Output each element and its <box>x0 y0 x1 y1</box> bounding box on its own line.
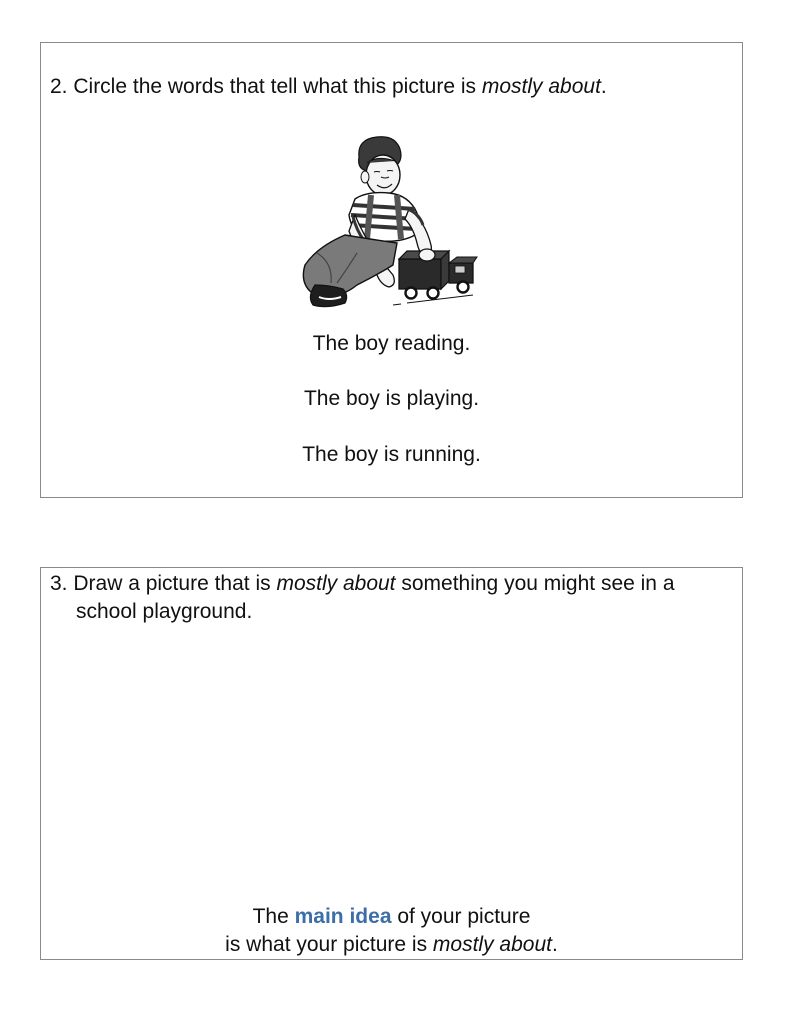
note-text-4: . <box>551 933 558 956</box>
boy-playing-with-truck-illustration <box>297 135 492 313</box>
note-text-3: is what your picture is <box>225 933 433 956</box>
note-text-1: The <box>252 905 295 928</box>
answer-choice-2[interactable]: The boy is playing. <box>303 387 480 410</box>
main-idea-note-line-1 <box>41 903 742 931</box>
question-3-emphasis: mostly about <box>276 572 396 595</box>
question-3-text: Draw a picture that is <box>73 572 277 595</box>
answer-choice-1[interactable]: The boy reading. <box>312 332 471 355</box>
answer-choice-3[interactable]: The boy is running. <box>302 443 481 466</box>
main-idea-term: main idea <box>294 905 392 928</box>
note-text-2: of your picture <box>391 905 531 928</box>
question-2-text-end: . <box>600 75 607 98</box>
question-3-number: 3. <box>50 572 68 595</box>
question-2-number: 2. <box>50 75 68 98</box>
boy-playing-icon <box>297 135 492 313</box>
question-2-text: Circle the words that tell what this picture is <box>73 75 482 98</box>
question-3-prompt <box>50 570 732 626</box>
question-2-prompt <box>50 73 732 101</box>
main-idea-note-line-2 <box>41 931 742 959</box>
note-emphasis: mostly about <box>432 933 552 956</box>
question-3-box <box>40 567 743 960</box>
main-idea-note <box>41 903 742 959</box>
question-3-text-end: something you might see in a school playground. <box>76 572 675 623</box>
question-2-emphasis: mostly about <box>481 75 601 98</box>
question-2-box <box>40 42 743 498</box>
